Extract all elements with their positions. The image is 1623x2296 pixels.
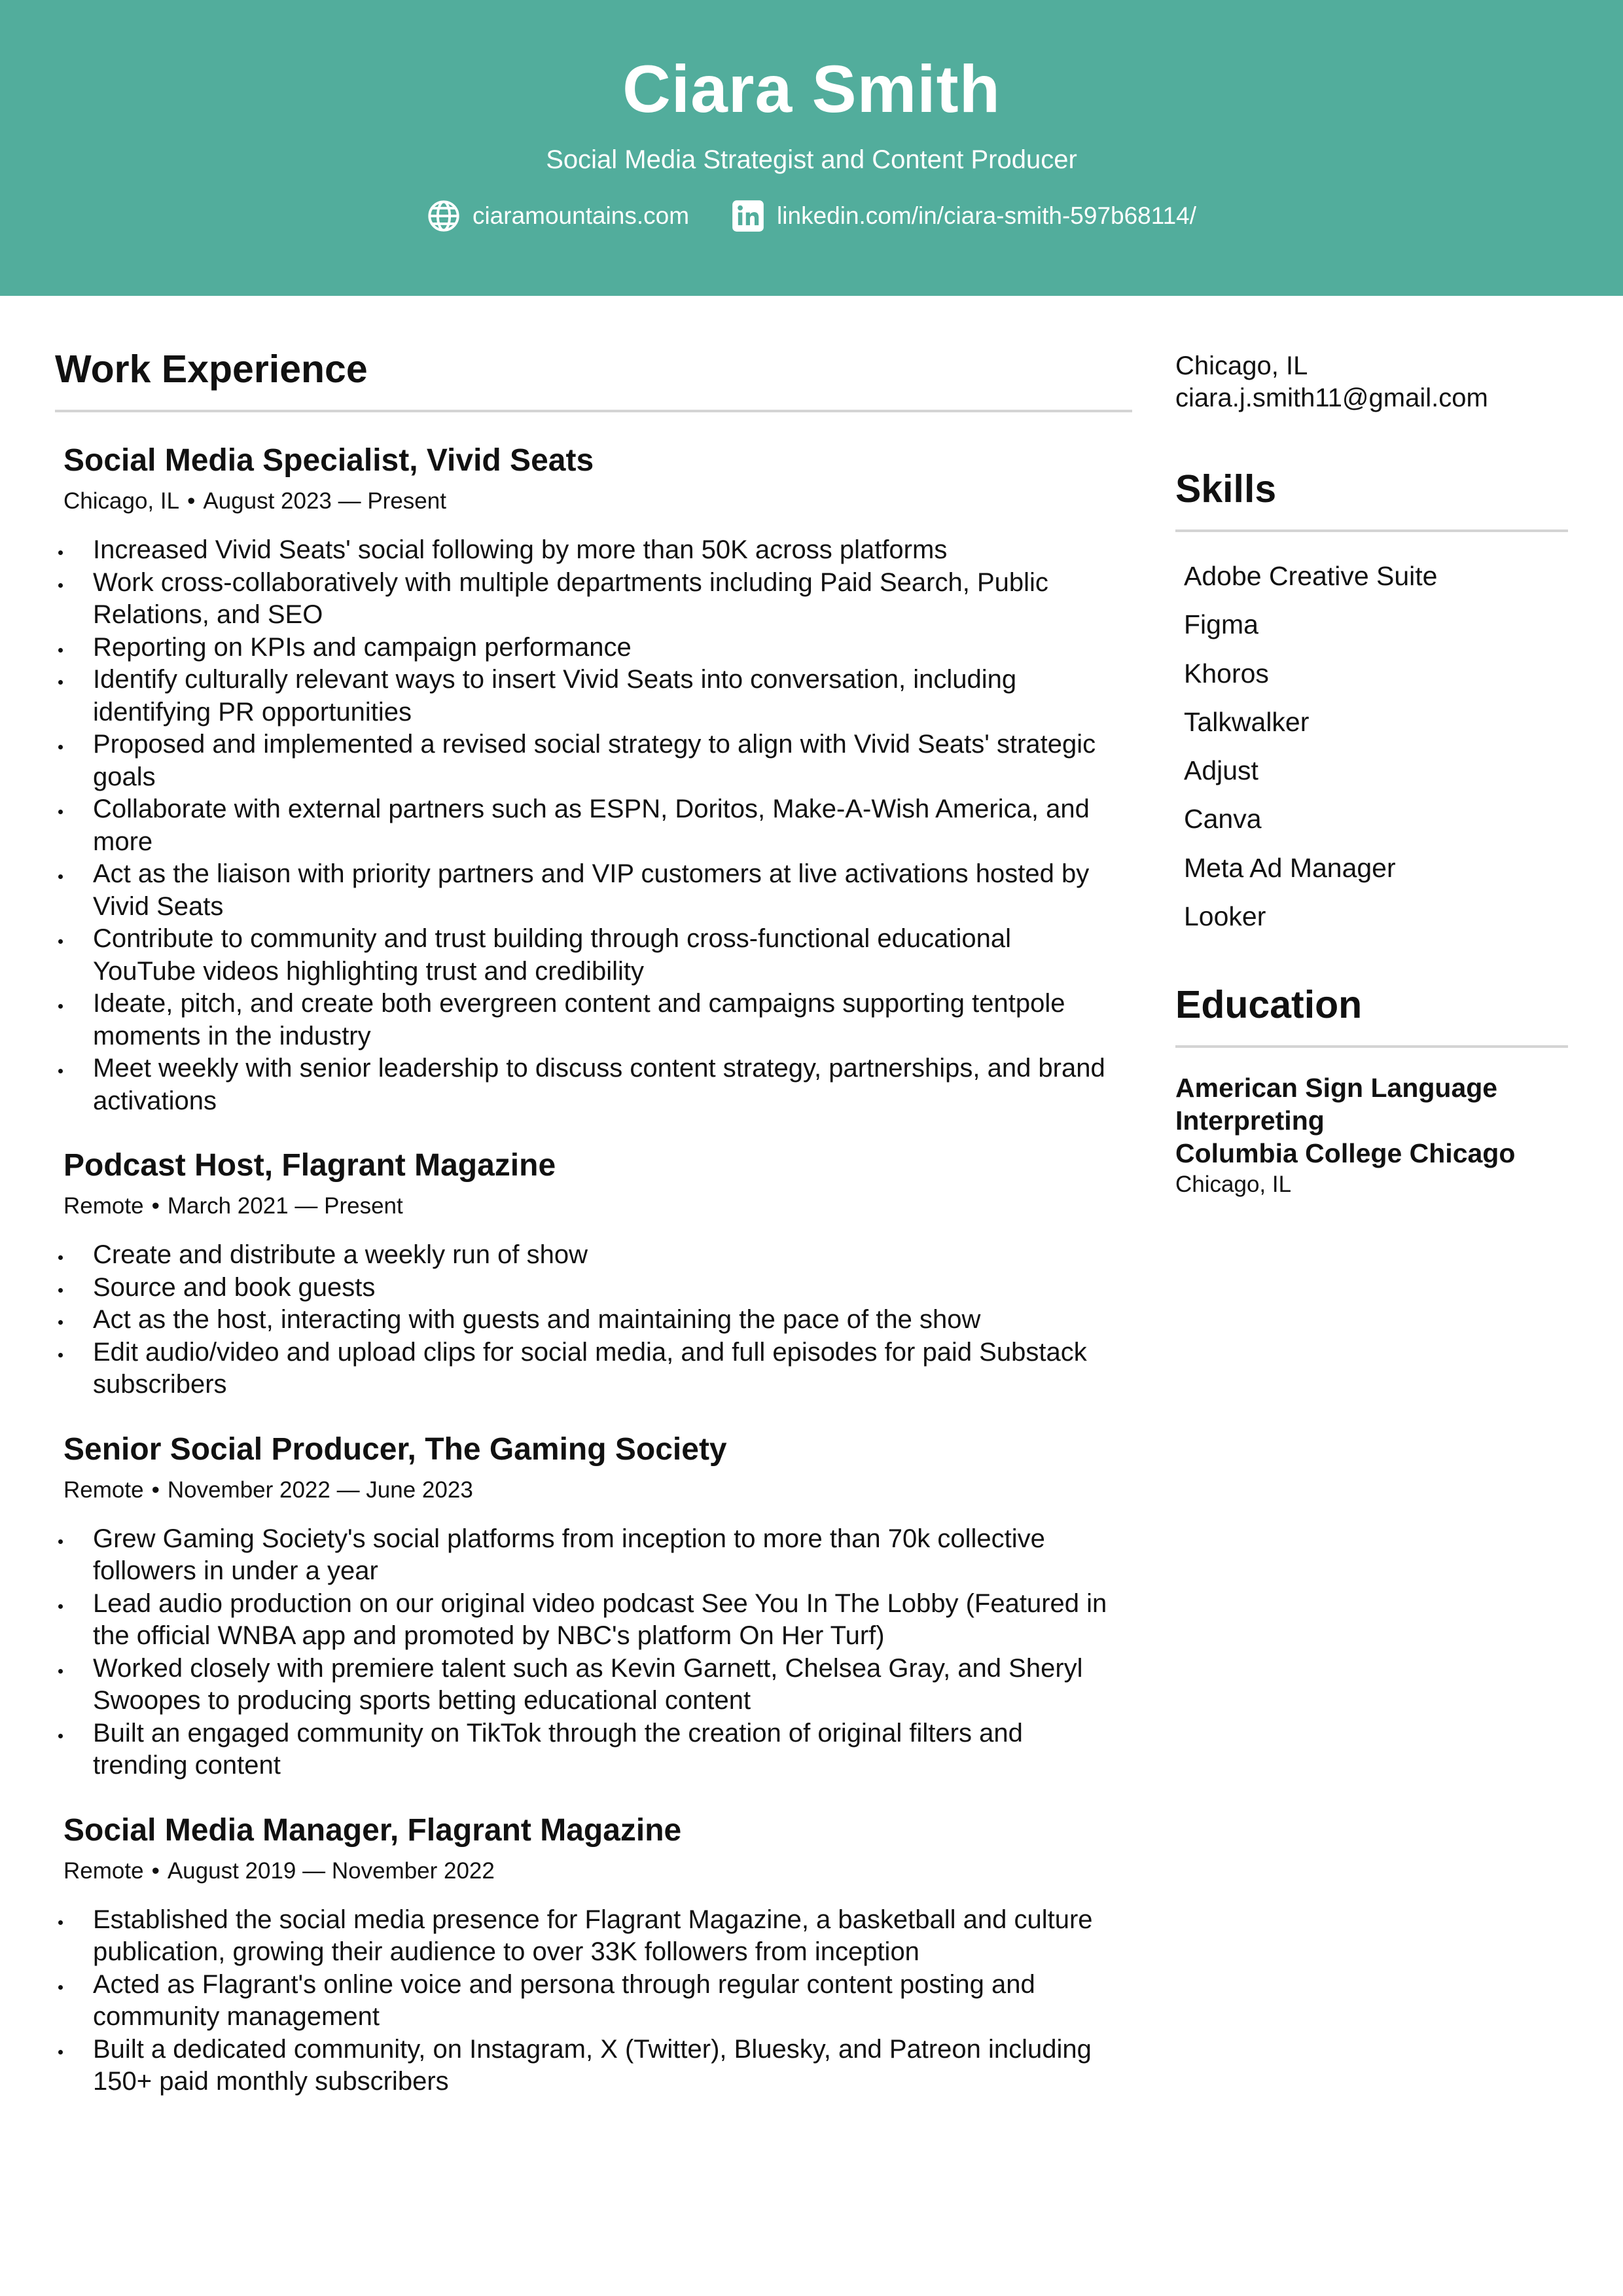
skill-item: Canva <box>1184 804 1262 834</box>
meta-separator: • <box>151 1193 160 1219</box>
contact-info <box>1175 350 1568 414</box>
job-entry <box>63 1146 1132 1401</box>
linkedin-icon <box>731 199 765 233</box>
job-title: Podcast Host, Flagrant Magazine <box>63 1148 556 1183</box>
job-entry <box>63 441 1132 1117</box>
job-bullet: Built a dedicated community, on Instagram, X (Twitter), Bluesky, and Patreon including 150+ paid monthly subscribers <box>63 2034 1111 2098</box>
job-bullet: Source and book guests <box>63 1272 1111 1304</box>
skill-item: Meta Ad Manager <box>1184 852 1396 883</box>
job-bullet: Collaborate with external partners such as ESPN, Doritos, Make-A-Wish America, and more <box>63 793 1111 858</box>
job-bullet: Grew Gaming Society's social platforms from inception to more than 70k collective followers in under a year <box>63 1523 1111 1588</box>
job-title: Senior Social Producer, The Gaming Society <box>63 1431 727 1467</box>
skill-item: Talkwalker <box>1184 706 1310 737</box>
job-meta <box>63 487 1132 516</box>
job-meta <box>63 1857 1132 1886</box>
meta-separator: • <box>151 1857 160 1884</box>
skill-item: Adobe Creative Suite <box>1184 561 1438 591</box>
job-bullet: Act as the liaison with priority partners and VIP customers at live activations hosted by Vivid Seats <box>63 858 1111 923</box>
job-bullet: Acted as Flagrant's online voice and persona through regular content posting and community management <box>63 1969 1111 2034</box>
job-location: Remote <box>63 1857 144 1884</box>
job-bullet: Increased Vivid Seats' social following by more than 50K across platforms <box>63 534 1111 567</box>
job-dates: August 2023 — Present <box>203 488 446 514</box>
job-bullet: Ideate, pitch, and create both evergreen content and campaigns supporting tentpole moments in the industry <box>63 988 1111 1052</box>
job-location: Remote <box>63 1193 144 1219</box>
job-bullets <box>63 534 1111 1117</box>
sidebar-column <box>1175 350 1568 1200</box>
job-title: Social Media Specialist, Vivid Seats <box>63 443 594 478</box>
job-meta <box>63 1192 1132 1221</box>
skills-list <box>1184 552 1568 941</box>
job-bullets <box>63 1239 1111 1401</box>
job-bullet: Edit audio/video and upload clips for social media, and full episodes for paid Substack subscribers <box>63 1336 1111 1401</box>
skill-item: Looker <box>1184 901 1266 932</box>
education-heading: Education <box>1175 982 1568 1048</box>
globe-icon <box>427 199 461 233</box>
job-bullets <box>63 1904 1111 2098</box>
work-experience-heading: Work Experience <box>55 347 1132 412</box>
resume-header <box>0 0 1623 296</box>
job-meta <box>63 1476 1132 1505</box>
job-bullet: Established the social media presence for Flagrant Magazine, a basketball and culture publication, growing their audience to over 33K followers from inception <box>63 1904 1111 1969</box>
job-dates: August 2019 — November 2022 <box>167 1857 495 1884</box>
candidate-title: Social Media Strategist and Content Producer <box>546 145 1077 174</box>
meta-separator: • <box>187 488 196 514</box>
job-bullet: Identify culturally relevant ways to insert Vivid Seats into conversation, including identifying PR opportunities <box>63 664 1111 728</box>
meta-separator: • <box>151 1477 160 1503</box>
job-bullet: Reporting on KPIs and campaign performance <box>63 632 1111 664</box>
education-degree: American Sign Language Interpreting <box>1175 1073 1498 1136</box>
work-column <box>55 347 1132 2098</box>
job-bullet: Meet weekly with senior leadership to discuss content strategy, partnerships, and brand activations <box>63 1052 1111 1117</box>
job-dates: March 2021 — Present <box>167 1193 403 1219</box>
job-bullet: Lead audio production on our original video podcast See You In The Lobby (Featured in the official WNBA app and promoted by NBC's platform On Her Turf) <box>63 1588 1111 1653</box>
education-location: Chicago, IL <box>1175 1172 1292 1198</box>
header-links <box>0 199 1623 233</box>
contact-email[interactable]: ciara.j.smith11@gmail.com <box>1175 384 1488 412</box>
jobs-list <box>55 441 1132 2098</box>
education-entry <box>1175 1071 1568 1200</box>
linkedin-link[interactable] <box>731 199 1196 233</box>
job-bullet: Proposed and implemented a revised social strategy to align with Vivid Seats' strategic goals <box>63 728 1111 793</box>
candidate-name: Ciara Smith <box>622 52 1001 126</box>
job-bullet: Built an engaged community on TikTok through the creation of original filters and trending content <box>63 1717 1111 1782</box>
skill-item: Khoros <box>1184 658 1269 689</box>
job-entry <box>63 1430 1132 1782</box>
website-text[interactable]: ciaramountains.com <box>472 202 690 229</box>
job-location: Chicago, IL <box>63 488 180 514</box>
job-bullet: Create and distribute a weekly run of show <box>63 1239 1111 1272</box>
contact-location: Chicago, IL <box>1175 351 1308 380</box>
linkedin-text[interactable]: linkedin.com/in/ciara-smith-597b68114/ <box>777 202 1197 229</box>
job-title: Social Media Manager, Flagrant Magazine <box>63 1812 682 1848</box>
website-link[interactable] <box>427 199 689 233</box>
job-bullet: Worked closely with premiere talent such as Kevin Garnett, Chelsea Gray, and Sheryl Swoopes to producing sports betting educational content <box>63 1653 1111 1717</box>
skill-item: Adjust <box>1184 755 1258 786</box>
job-location: Remote <box>63 1477 144 1503</box>
job-bullet: Contribute to community and trust building through cross-functional educational YouTube videos highlighting trust and credibility <box>63 923 1111 988</box>
skills-heading: Skills <box>1175 467 1568 532</box>
education-school: Columbia College Chicago <box>1175 1138 1516 1169</box>
skill-item: Figma <box>1184 609 1258 640</box>
job-dates: November 2022 — June 2023 <box>167 1477 473 1503</box>
job-bullet: Work cross-collaboratively with multiple departments including Paid Search, Public Relations, and SEO <box>63 567 1111 632</box>
job-entry <box>63 1811 1132 2098</box>
job-bullet: Act as the host, interacting with guests and maintaining the pace of the show <box>63 1304 1111 1336</box>
job-bullets <box>63 1523 1111 1782</box>
